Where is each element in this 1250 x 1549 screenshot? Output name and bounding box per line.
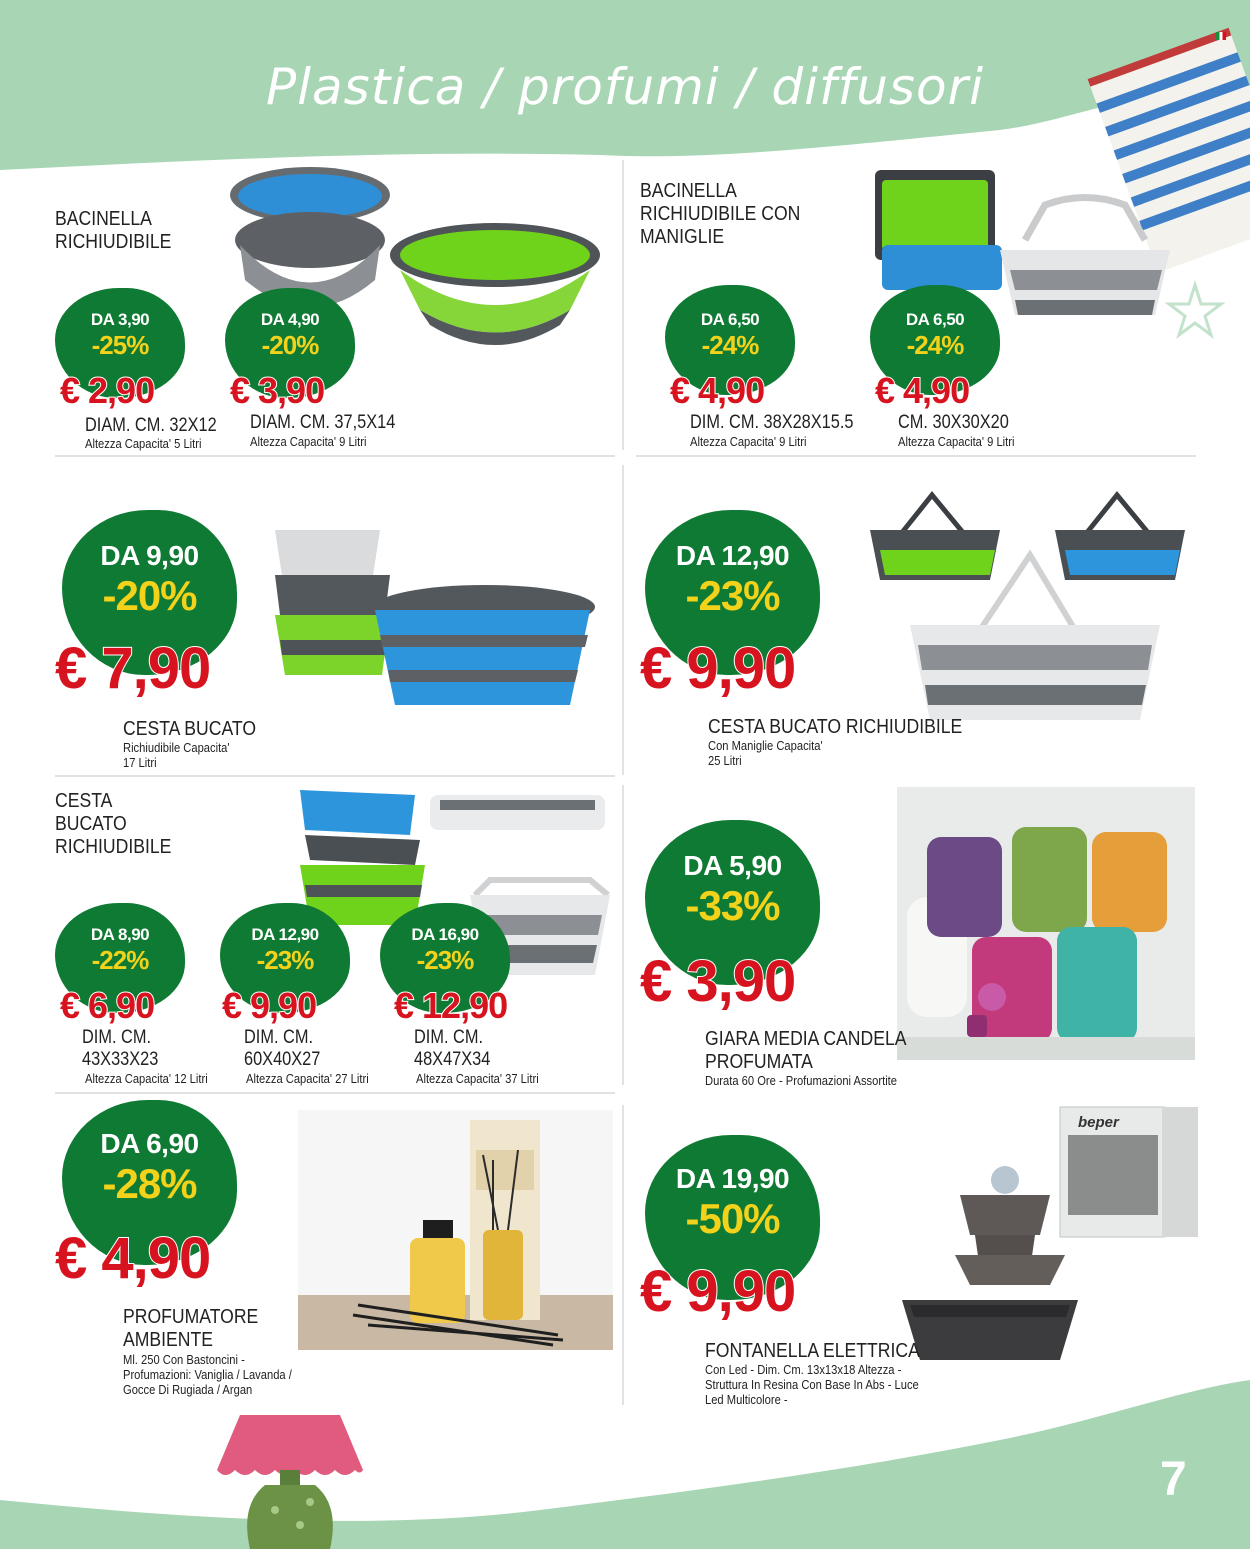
- product-description: Profumazioni: Vaniglia / Lavanda /: [123, 1367, 292, 1382]
- product-capacity: Altezza Capacita' 37 Litri: [416, 1071, 539, 1086]
- product-description: Con Led - Dim. Cm. 13x13x18 Altezza -: [705, 1362, 902, 1377]
- product-capacity: 17 Litri: [123, 755, 157, 770]
- product-name: FONTANELLA ELETTRICA: [705, 1340, 920, 1362]
- page-title: Plastica / profumi / diffusori: [265, 58, 984, 116]
- sale-price: € 9,90: [640, 636, 796, 701]
- discount-percent: -22%: [91, 945, 149, 975]
- discount-percent: -23%: [685, 572, 780, 619]
- sale-price: € 9,90: [222, 985, 317, 1026]
- sale-price: € 4,90: [55, 1226, 211, 1291]
- original-price: DA 6,90: [100, 1128, 199, 1159]
- discount-badge-text: [665, 310, 795, 361]
- product-description: Durata 60 Ore - Profumazioni Assortite: [705, 1073, 898, 1088]
- divider: [622, 160, 624, 450]
- discount-badge-text: [645, 850, 820, 930]
- discount-percent: -24%: [906, 330, 964, 360]
- sale-price: € 4,90: [670, 370, 765, 411]
- sale-price: € 7,90: [55, 636, 211, 701]
- page-number: 7: [1160, 1453, 1187, 1506]
- product-dimensions: 60X40X27: [244, 1049, 321, 1070]
- product-dimensions: DIM. CM. 38X28X15.5: [690, 412, 854, 433]
- product-name-bacinella-maniglie: BACINELLA RICHIUDIBILE CON MANIGLIE: [640, 180, 801, 248]
- original-price: DA 19,90: [675, 1163, 790, 1194]
- divider: [622, 465, 624, 775]
- discount-percent: -33%: [685, 882, 780, 929]
- product-capacity: Altezza Capacita' 9 Litri: [898, 434, 1015, 449]
- divider: [636, 455, 1196, 457]
- scented-candle-jars-image: [897, 787, 1195, 1060]
- discount-percent: -20%: [102, 572, 197, 619]
- product-capacity: Altezza Capacita' 12 Litri: [85, 1071, 208, 1086]
- discount-badge-text: [55, 925, 185, 976]
- divider: [55, 1092, 615, 1094]
- discount-badge-text: [220, 925, 350, 976]
- product-capacity: Altezza Capacita' 5 Litri: [85, 436, 202, 451]
- original-price: DA 12,90: [675, 540, 790, 571]
- product-dimensions: DIM. CM.: [244, 1027, 313, 1048]
- sale-price: € 6,90: [60, 985, 155, 1026]
- discount-percent: -23%: [416, 945, 474, 975]
- sale-price: € 12,90: [394, 985, 508, 1026]
- original-price: DA 16,90: [411, 925, 479, 944]
- original-price: DA 5,90: [683, 850, 782, 881]
- reed-diffuser-image: [298, 1110, 613, 1350]
- product-name: PROFUMATORE: [123, 1306, 259, 1328]
- discount-percent: -50%: [685, 1195, 780, 1242]
- product-dimensions: 48X47X34: [414, 1049, 491, 1070]
- product-capacity: Altezza Capacita' 9 Litri: [250, 434, 367, 449]
- laundry-baskets-with-handles-image: [870, 490, 1200, 725]
- product-dimensions: CM. 30X30X20: [898, 412, 1009, 433]
- discount-percent: -25%: [91, 330, 149, 360]
- product-description: Con Maniglie Capacita': [708, 738, 823, 753]
- discount-badge-text: [62, 1128, 237, 1208]
- sale-price: € 4,90: [875, 370, 970, 411]
- product-description: Struttura In Resina Con Base In Abs - Luce: [705, 1377, 919, 1392]
- discount-percent: -28%: [102, 1160, 197, 1207]
- product-description: Gocce Di Rugiada / Argan: [123, 1382, 253, 1397]
- discount-percent: -23%: [256, 945, 314, 975]
- product-capacity: 25 Litri: [708, 753, 742, 768]
- discount-badge-text: [225, 310, 355, 361]
- product-description: Led Multicolore -: [705, 1392, 788, 1407]
- product-dimensions: DIM. CM.: [82, 1027, 151, 1048]
- sale-price: € 3,90: [230, 370, 325, 411]
- starfish-decoration-icon: [1165, 280, 1225, 340]
- product-name-bacinella: BACINELLA RICHIUDIBILE: [55, 208, 172, 253]
- product-capacity: Altezza Capacita' 9 Litri: [690, 434, 807, 449]
- lamp-decoration: [215, 1410, 365, 1549]
- sale-price: € 3,90: [640, 949, 796, 1014]
- discount-percent: -24%: [701, 330, 759, 360]
- product-name: AMBIENTE: [123, 1329, 213, 1351]
- discount-badge-text: [55, 310, 185, 361]
- discount-percent: -20%: [261, 330, 319, 360]
- sale-price: € 2,90: [60, 370, 155, 411]
- discount-badge-text: [870, 310, 1000, 361]
- product-dimensions: DIM. CM.: [414, 1027, 483, 1048]
- discount-badge-text: [62, 540, 237, 620]
- original-price: DA 6,50: [700, 310, 760, 329]
- discount-badge-text: [380, 925, 510, 976]
- discount-badge-text: [645, 540, 820, 620]
- divider: [622, 785, 624, 1085]
- product-dimensions: 43X33X23: [82, 1049, 159, 1070]
- discount-badge-text: [645, 1163, 820, 1243]
- divider: [622, 1105, 624, 1405]
- original-price: DA 6,50: [905, 310, 965, 329]
- divider: [55, 455, 615, 457]
- electric-fountain-image: [900, 1105, 1200, 1365]
- product-name-cesta-richiudibile: CESTA BUCATO RICHIUDIBILE: [55, 790, 172, 858]
- sale-price: € 9,90: [640, 1259, 796, 1324]
- product-description: Ml. 250 Con Bastoncini -: [123, 1352, 245, 1367]
- product-name: PROFUMATA: [705, 1051, 813, 1073]
- product-dimensions: DIAM. CM. 32X12: [85, 415, 217, 436]
- original-price: DA 8,90: [90, 925, 150, 944]
- flag-icon: [1216, 32, 1226, 40]
- product-name: GIARA MEDIA CANDELA: [705, 1028, 907, 1050]
- original-price: DA 3,90: [90, 310, 150, 329]
- laundry-tub-image: [270, 515, 590, 715]
- product-description: Richiudibile Capacita': [123, 740, 230, 755]
- product-dimensions: DIAM. CM. 37,5X14: [250, 412, 396, 433]
- original-price: DA 12,90: [251, 925, 319, 944]
- footer-background: [0, 1380, 1250, 1549]
- product-capacity: Altezza Capacita' 27 Litri: [246, 1071, 369, 1086]
- original-price: DA 4,90: [260, 310, 320, 329]
- original-price: DA 9,90: [100, 540, 199, 571]
- divider: [55, 775, 615, 777]
- product-name: CESTA BUCATO: [123, 718, 257, 740]
- brand-logo: beper: [1078, 1114, 1119, 1131]
- product-name: CESTA BUCATO RICHIUDIBILE: [708, 716, 963, 738]
